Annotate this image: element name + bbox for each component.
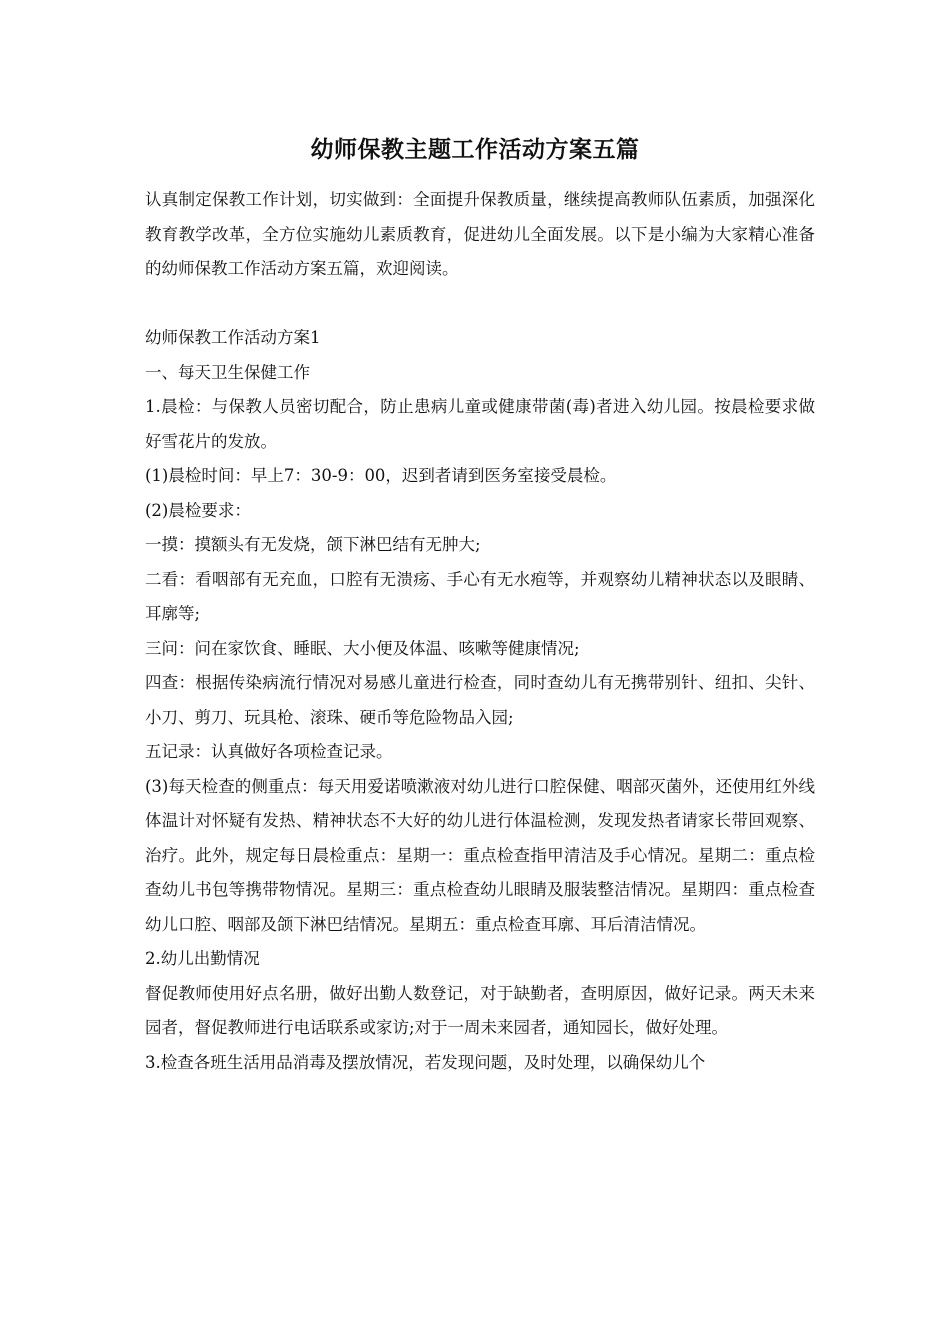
- paragraph: 四查：根据传染病流行情况对易感儿童进行检查，同时查幼儿有无携带别针、纽扣、尖针、小刀、剪刀、玩具枪、滚珠、硬币等危险物品入园;: [145, 673, 815, 727]
- paragraph: (2)晨检要求：: [145, 500, 251, 520]
- paragraph: 1.晨检：与保教人员密切配合，防止患病儿童或健康带菌(毒)者进入幼儿园。按晨检要求做好雪花片的发放。: [145, 397, 815, 451]
- section-heading: 幼师保教工作活动方案1: [145, 328, 321, 347]
- paragraph: 2.幼儿出勤情况: [145, 949, 260, 968]
- document-body: [145, 183, 815, 1080]
- paragraph: 3.检查各班生活用品消毒及摆放情况，若发现问题，及时处理，以确保幼儿个: [145, 1052, 706, 1072]
- intro-paragraph: 认真制定保教工作计划，切实做到：全面提升保教质量，继续提高教师队伍素质，加强深化教育教学改革，全方位实施幼儿素质教育，促进幼儿全面发展。以下是小编为大家精心准备的幼师保教工作活动方案五篇，欢迎阅读。: [145, 190, 815, 278]
- document-title: 幼师保教主题工作活动方案五篇: [310, 136, 640, 163]
- paragraph: 一、每天卫生保健工作: [145, 362, 310, 382]
- paragraph: (1)晨检时间：早上7：30-9：00，迟到者请到医务室接受晨检。: [145, 466, 617, 485]
- paragraph: 一摸：摸额头有无发烧，颌下淋巴结有无肿大;: [145, 535, 481, 554]
- paragraph: 五记录：认真做好各项检查记录。: [145, 742, 393, 761]
- paragraph: 二看：看咽部有无充血，口腔有无溃疡、手心有无水疱等，并观察幼儿精神状态以及眼睛、耳廓等;: [145, 569, 815, 623]
- paragraph: (3)每天检查的侧重点：每天用爱诺喷漱液对幼儿进行口腔保健、咽部灭菌外，还使用红外线体温计对怀疑有发热、精神状态不大好的幼儿进行体温检测，发现发热者请家长带回观察、治疗。此外，规定每日晨检重点：星期一：重点检查指甲清洁及手心情况。星期二：重点检查幼儿书包等携带物情况。星期三：重点检查幼儿眼睛及服装整洁情况。星期四：重点检查幼儿口腔、咽部及颌下淋巴结情况。星期五：重点检查耳廓、耳后清洁情况。: [145, 776, 815, 934]
- paragraph: 督促教师使用好点名册，做好出勤人数登记，对于缺勤者，查明原因，做好记录。两天未来园者，督促教师进行电话联系或家访;对于一周未来园者，通知园长，做好处理。: [145, 983, 815, 1037]
- paragraph: 三问：问在家饮食、睡眠、大小便及体温、咳嗽等健康情况;: [145, 638, 580, 658]
